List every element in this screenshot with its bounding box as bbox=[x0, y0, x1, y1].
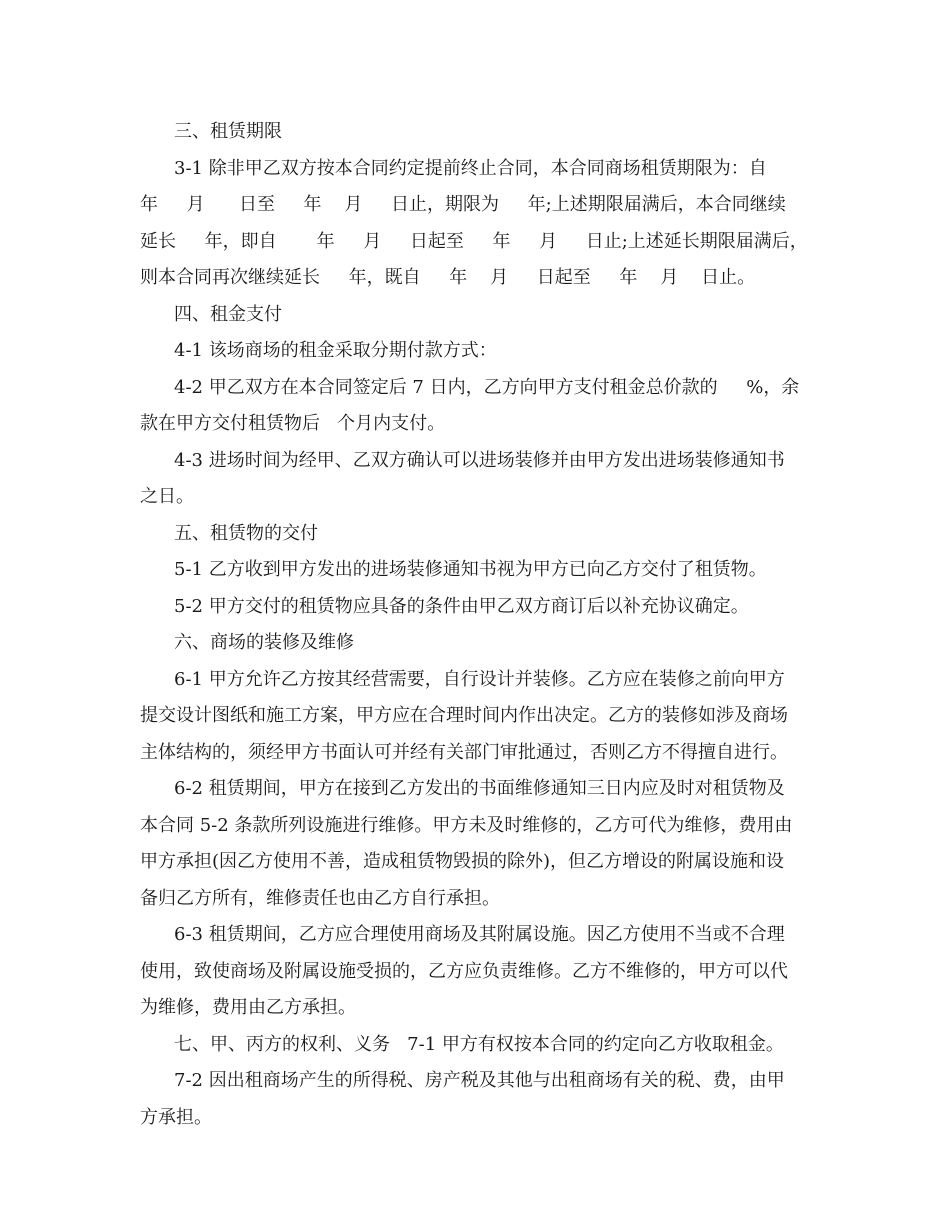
clause-7-2-cont: 方承担。 bbox=[140, 1106, 212, 1128]
clause-6-3: 6-3 租赁期间，乙方应合理使用商场及其附属设施。因乙方使用不当或不合理 bbox=[174, 924, 785, 945]
clause-6-3-cont: 使用，致使商场及附属设施受损的，乙方应负责维修。乙方不维修的，甲方可以代 bbox=[140, 960, 788, 982]
clause-7-2: 7-2 因出租商场产生的所得税、房产税及其他与出租商场有关的税、费，由甲 bbox=[174, 1070, 785, 1091]
document-body bbox=[140, 114, 820, 1136]
clause-3-1-cont: 年 月 日至 年 月 日止，期限为 年;上述期限届满后，本合同继续 bbox=[140, 194, 786, 215]
clause-6-2-cont: 甲方承担(因乙方使用不善，造成租赁物毁损的除外)，但乙方增设的附属设施和设 bbox=[140, 851, 785, 872]
clause-6-1: 6-1 甲方允许乙方按其经营需要，自行设计并装修。乙方应在装修之前向甲方 bbox=[174, 668, 785, 690]
clause-6-1-cont: 提交设计图纸和施工方案，甲方应在合理时间内作出决定。乙方的装修如涉及商场 bbox=[140, 705, 788, 726]
section-heading-renovation: 六、商场的装修及维修 bbox=[174, 632, 354, 653]
clause-6-1-cont: 主体结构的，须经甲方书面认可并经有关部门审批通过，否则乙方不得擅自进行。 bbox=[140, 741, 788, 763]
clause-4-3-cont: 之日。 bbox=[140, 486, 194, 507]
clause-3-1: 3-1 除非甲乙双方按本合同约定提前终止合同，本合同商场租赁期限为：自 bbox=[174, 157, 767, 179]
clause-6-2-cont: 本合同 5-2 条款所列设施进行维修。甲方未及时维修的，乙方可代为维修，费用由 bbox=[140, 814, 793, 836]
clause-4-3: 4-3 进场时间为经甲、乙双方确认可以进场装修并由甲方发出进场装修通知书 bbox=[174, 449, 785, 471]
clause-3-1-cont: 则本合同再次继续延长 年，既自 年 月 日起至 年 月 日止。 bbox=[140, 267, 756, 288]
clause-5-1: 5-1 乙方收到甲方发出的进场装修通知书视为甲方已向乙方交付了租赁物。 bbox=[174, 559, 767, 580]
section-heading-rent-payment: 四、租金支付 bbox=[174, 303, 282, 325]
clause-5-2: 5-2 甲方交付的租赁物应具备的条件由甲乙双方商订后以补充协议确定。 bbox=[174, 595, 749, 617]
clause-3-1-cont: 延长 年，即自 年 月 日起至 年 月 日止;上述延长期限届满后， bbox=[140, 230, 808, 252]
clause-4-1: 4-1 该场商场的租金采取分期付款方式： bbox=[174, 340, 497, 361]
clause-6-3-cont: 为维修，费用由乙方承担。 bbox=[140, 997, 356, 1018]
clause-4-2: 4-2 甲乙双方在本合同签定后 7 日内，乙方向甲方支付租金总价款的 %，余 bbox=[174, 376, 800, 398]
clause-4-2-cont: 款在甲方交付租赁物后 个月内支付。 bbox=[140, 413, 446, 434]
clause-6-2: 6-2 租赁期间，甲方在接到乙方发出的书面维修通知三日内应及时对租赁物及 bbox=[174, 778, 785, 799]
section-heading-delivery: 五、租赁物的交付 bbox=[174, 522, 318, 544]
section-heading-rights-obligations: 七、甲、丙方的权利、义务 7-1 甲方有权按本合同的约定向乙方收取租金。 bbox=[174, 1033, 784, 1055]
section-heading-lease-term: 三、租赁期限 bbox=[174, 121, 282, 142]
clause-6-2-cont: 备归乙方所有，维修责任也由乙方自行承担。 bbox=[140, 887, 500, 909]
